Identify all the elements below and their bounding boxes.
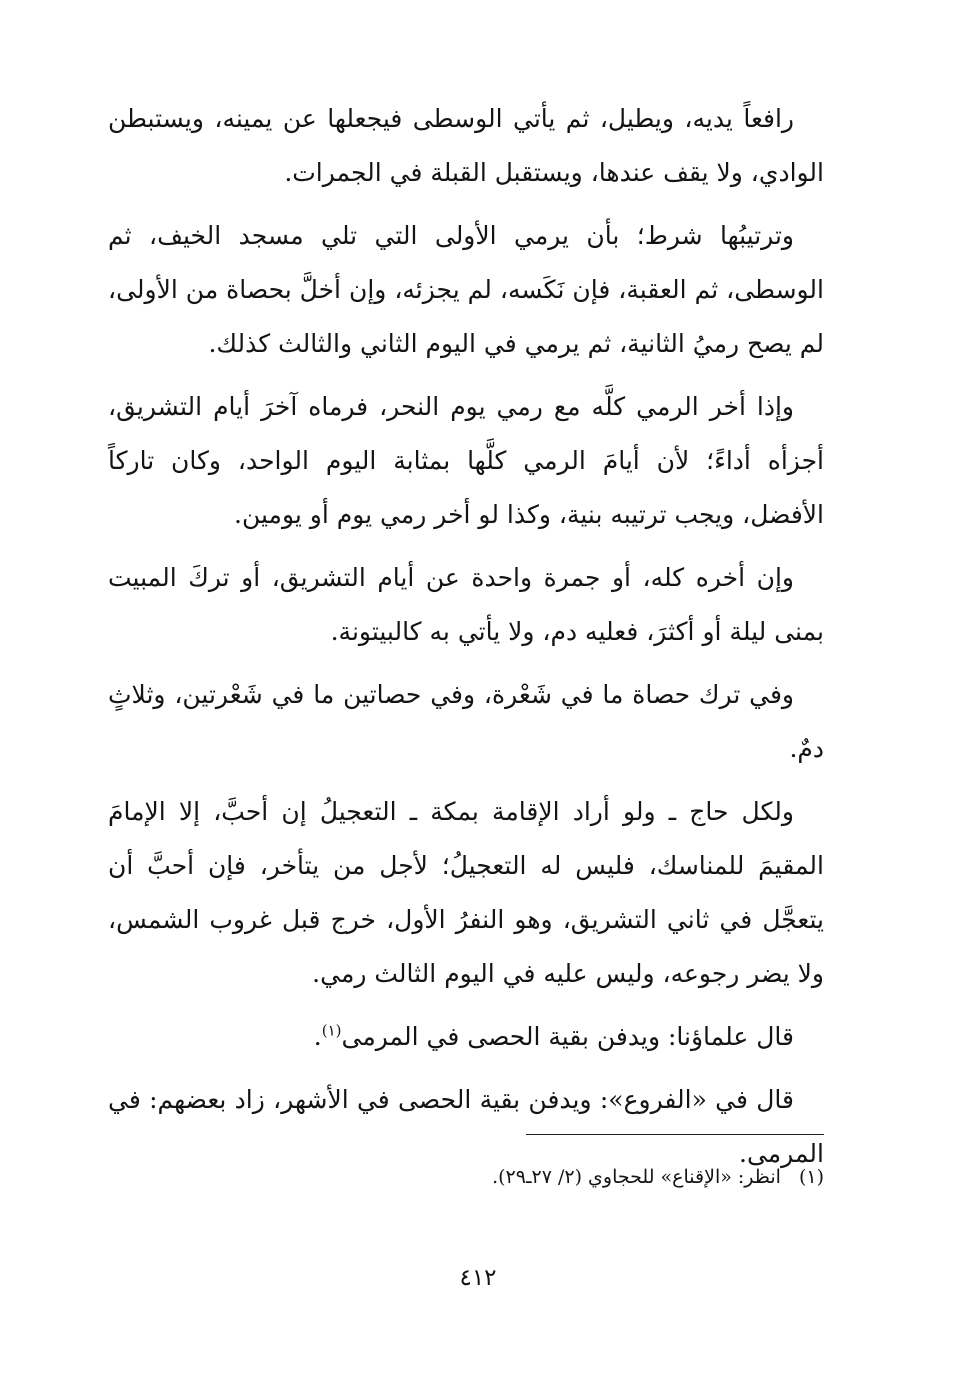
footnote-number: (١) [798,1166,824,1188]
paragraph-7 [108,1010,824,1064]
main-text [108,92,824,1190]
paragraph-1: رافعاً يديه، ويطيل، ثم يأتي الوسطى فيجعلها عن يمينه، ويستبطن الوادي، ولا يقف عندها، ويستقبل القبلة في الجمرات. [108,104,824,187]
footnote-reference[interactable]: (١) [321,1021,342,1040]
paragraph-4: وإن أخره كله، أو جمرة واحدة عن أيام التشريق، أو تركَ المبيت بمنى ليلة أو أكثرَ، فعليه دم، ولا يأتي به كالبيتونة. [108,563,824,646]
paragraph-7-end: . [313,1022,322,1051]
footnote-text: انظر: «الإقناع» للحجاوي (٢/ ٢٧ـ٢٩). [492,1166,781,1188]
footnote-separator [526,1134,824,1135]
paragraph-2: وترتيبُها شرط؛ بأن يرمي الأولى التي تلي مسجد الخيف، ثم الوسطى، ثم العقبة، فإن نَكَسه، لم يجزئه، وإن أخلَّ بحصاة من الأولى، لم يصح رميُ الثانية، ثم يرمي في اليوم الثاني والثالث كذلك. [108,221,824,358]
paragraph-7-text: قال علماؤنا: ويدفن بقية الحصى في المرمى [341,1022,794,1051]
paragraph-3: وإذا أخر الرمي كلَّه مع رمي يوم النحر، فرماه آخرَ أيام التشريق، أجزأه أداءً؛ لأن أيامَ الرمي كلَّها بمثابة اليوم الواحد، وكان تاركاً الأفضل، ويجب ترتيبه بنية، وكذا لو أخر رمي يوم أو يومين. [108,392,824,529]
footnote [108,1160,824,1194]
page-number: ٤١٢ [459,1265,497,1291]
paragraph-6: ولكل حاج ـ ولو أراد الإقامة بمكة ـ التعجيلُ إن أحبَّ، إلا الإمامَ المقيمَ للمناسك، فليس له التعجيلُ؛ لأجل من يتأخر، فإن أحبَّ أن يتعجَّل في ثاني التشريق، وهو النفرُ الأول، خرج قبل غروب الشمس، ولا يضر رجوعه، وليس عليه في اليوم الثالث رمي. [108,797,824,988]
paragraph-5: وفي ترك حصاة ما في شَعْرة، وفي حصاتين ما في شَعْرتين، وثلاثٍ دمٌ. [108,680,824,763]
paragraph-8: قال في «الفروع»: ويدفن بقية الحصى في الأشهر، زاد بعضهم: في المرمى. [108,1085,824,1168]
